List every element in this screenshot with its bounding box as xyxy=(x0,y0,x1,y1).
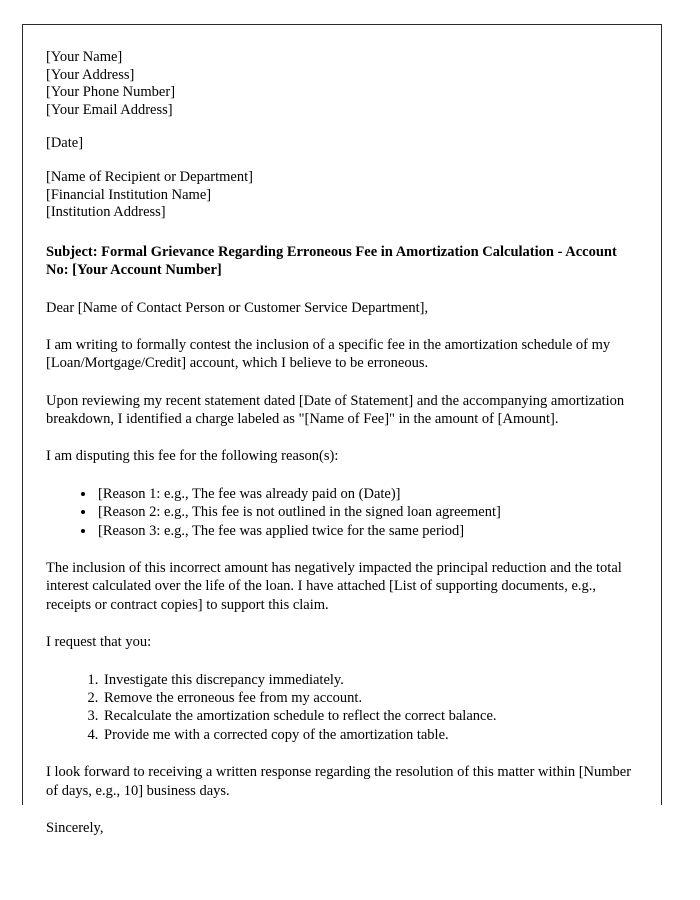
body-paragraph-2: Upon reviewing my recent statement dated [Date of Statement] and the accompanying amortization breakdown, I identified a charge labeled as "[Name of Fee]" in the amount of [Amount]. xyxy=(46,392,625,427)
list-item: • [Reason 1: e.g., The fee was already paid on (Date)] xyxy=(96,485,635,503)
recipient-name: [Name of Recipient or Department] xyxy=(46,168,253,185)
body-paragraph-3: The inclusion of this incorrect amount has negatively impacted the principal reduction and the total interest calculated over the life of the loan. I have attached [List of supporting documents, e.g., receipts or contract copies] to support this claim. xyxy=(46,560,622,613)
reasons-intro: I am disputing this fee for the following reason(s): xyxy=(46,448,339,465)
dispute-reasons-list xyxy=(46,485,635,540)
list-item: 2. Remove the erroneous fee from my account. xyxy=(102,689,635,707)
body-paragraph-4: I look forward to receiving a written response regarding the resolution of this matter within [Number of days, e.g., 10] business days. xyxy=(46,764,632,799)
list-item: 3. Recalculate the amortization schedule to reflect the correct balance. xyxy=(102,707,635,725)
document-body xyxy=(23,25,661,837)
sender-name: [Your Name] xyxy=(46,49,123,65)
requested-actions-list xyxy=(46,671,635,745)
recipient-address-block xyxy=(46,169,635,222)
recipient-institution: [Financial Institution Name] xyxy=(46,186,212,203)
subject-line: Subject: Formal Grievance Regarding Erroneous Fee in Amortization Calculation - Account No: [Your Account Number] xyxy=(46,243,617,279)
sender-address-block xyxy=(46,49,635,119)
recipient-institution-address: [Institution Address] xyxy=(46,204,166,221)
list-item: 4. Provide me with a corrected copy of the amortization table. xyxy=(102,726,635,744)
requests-intro: I request that you: xyxy=(46,634,152,651)
salutation: Dear [Name of Contact Person or Customer Service Department], xyxy=(46,299,429,316)
signoff: Sincerely, xyxy=(46,820,104,837)
list-item: 1. Investigate this discrepancy immediately. xyxy=(102,671,635,689)
body-paragraph-1: I am writing to formally contest the inclusion of a specific fee in the amortization schedule of my [Loan/Mortgage/Credit] account, which I believe to be erroneous. xyxy=(46,336,611,372)
sender-phone: [Your Phone Number] xyxy=(46,84,176,101)
sender-email: [Your Email Address] xyxy=(46,101,173,118)
sender-address: [Your Address] xyxy=(46,66,135,83)
list-item: • [Reason 2: e.g., This fee is not outlined in the signed loan agreement] xyxy=(96,503,635,521)
document-page xyxy=(22,24,662,837)
list-item: • [Reason 3: e.g., The fee was applied twice for the same period] xyxy=(96,522,635,540)
letter-date: [Date] xyxy=(46,135,84,152)
